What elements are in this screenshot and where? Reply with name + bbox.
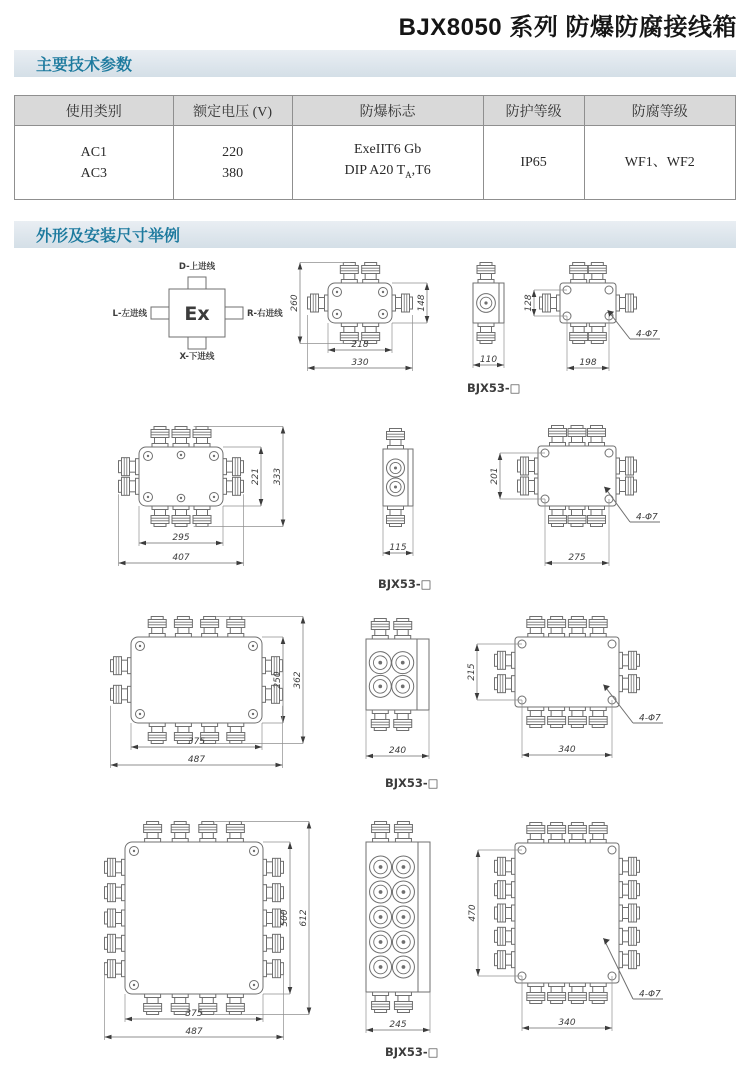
section-title-dimensions: 外形及安装尺寸举例 — [36, 228, 181, 245]
dimension-drawings — [0, 253, 750, 1073]
spec-cell: WF1、WF2 — [584, 126, 735, 200]
figure-box4-side — [366, 822, 430, 1034]
section-header-params — [14, 50, 736, 77]
svg-text:BJX53-□: BJX53-□ — [385, 1045, 439, 1059]
svg-text:240: 240 — [388, 746, 407, 756]
svg-text:375: 375 — [185, 1009, 203, 1019]
figure-box1-rear — [524, 263, 660, 372]
svg-text:X-下进线: X-下进线 — [179, 352, 215, 362]
svg-text:612: 612 — [299, 909, 309, 927]
svg-text:470: 470 — [468, 904, 478, 922]
svg-text:407: 407 — [172, 553, 190, 563]
figure-box4-front — [105, 822, 312, 1041]
svg-text:L-左进线: L-左进线 — [112, 309, 147, 319]
figure-box3-front — [111, 617, 306, 769]
ex-orientation-diagram — [113, 261, 284, 362]
spec-table — [14, 95, 736, 200]
svg-text:110: 110 — [479, 355, 498, 365]
spec-col-header: 防爆标志 — [292, 96, 483, 126]
svg-text:362: 362 — [293, 671, 303, 689]
figure-box2-side — [383, 429, 413, 557]
figure-box3-rear — [467, 617, 663, 759]
spec-cell: ExeIIT6 Gb DIP A20 $T_A,T6$ — [292, 126, 483, 200]
svg-text:500: 500 — [280, 909, 290, 927]
table-row — [15, 126, 736, 200]
svg-text:330: 330 — [351, 358, 369, 368]
svg-text:Ex: Ex — [184, 303, 210, 325]
svg-text:375: 375 — [187, 737, 206, 747]
spec-col-header: 防腐等级 — [584, 96, 735, 126]
figure-box4-rear — [468, 823, 663, 1032]
figure-model-label-2 — [378, 577, 432, 591]
figure-box1-side — [473, 263, 504, 369]
figure-box2-rear — [490, 426, 660, 567]
svg-text:260: 260 — [290, 294, 300, 312]
svg-text:215: 215 — [467, 663, 477, 681]
svg-text:198: 198 — [579, 358, 597, 368]
svg-text:115: 115 — [389, 543, 407, 553]
svg-text:4-Φ7: 4-Φ7 — [636, 329, 658, 340]
spec-cell: AC1 AC3 — [15, 126, 174, 200]
svg-text:4-Φ7: 4-Φ7 — [636, 512, 658, 523]
svg-text:487: 487 — [185, 1027, 203, 1037]
figure-box3-side — [366, 619, 429, 760]
svg-text:340: 340 — [558, 745, 576, 755]
svg-text:4-Φ7: 4-Φ7 — [639, 713, 661, 724]
svg-text:333: 333 — [273, 467, 283, 486]
spec-cell: 220 380 — [173, 126, 292, 200]
figure-box1-front — [290, 263, 429, 372]
figure-box2-front — [119, 427, 286, 567]
svg-text:340: 340 — [558, 1018, 576, 1028]
spec-col-header: 防护等级 — [483, 96, 584, 126]
svg-text:487: 487 — [187, 755, 206, 765]
spec-col-header: 使用类别 — [15, 96, 174, 126]
figure-model-label-4 — [385, 1045, 439, 1059]
svg-text:218: 218 — [351, 340, 369, 350]
svg-text:275: 275 — [568, 553, 586, 563]
svg-text:128: 128 — [524, 294, 534, 312]
svg-text:221: 221 — [251, 467, 261, 486]
figure-model-label-3 — [385, 776, 439, 790]
svg-text:BJX53-□: BJX53-□ — [467, 381, 521, 395]
svg-text:201: 201 — [490, 467, 500, 485]
spec-cell: IP65 — [483, 126, 584, 200]
figure-model-label-1 — [467, 381, 521, 395]
svg-text:BJX53-□: BJX53-□ — [385, 776, 439, 790]
page-title: BJX8050 系列 防爆防腐接线箱 — [398, 14, 737, 41]
svg-text:R-右进线: R-右进线 — [247, 309, 283, 319]
svg-text:148: 148 — [417, 294, 427, 312]
svg-text:D-上进线: D-上进线 — [178, 262, 216, 272]
section-header-dimensions — [14, 221, 736, 248]
svg-text:BJX53-□: BJX53-□ — [378, 577, 432, 591]
svg-text:4-Φ7: 4-Φ7 — [639, 989, 661, 1000]
svg-text:245: 245 — [389, 1020, 407, 1030]
svg-text:295: 295 — [172, 533, 190, 543]
section-title-params: 主要技术参数 — [36, 57, 133, 74]
spec-col-header: 额定电压 (V) — [173, 96, 292, 126]
svg-text:250: 250 — [273, 671, 283, 689]
